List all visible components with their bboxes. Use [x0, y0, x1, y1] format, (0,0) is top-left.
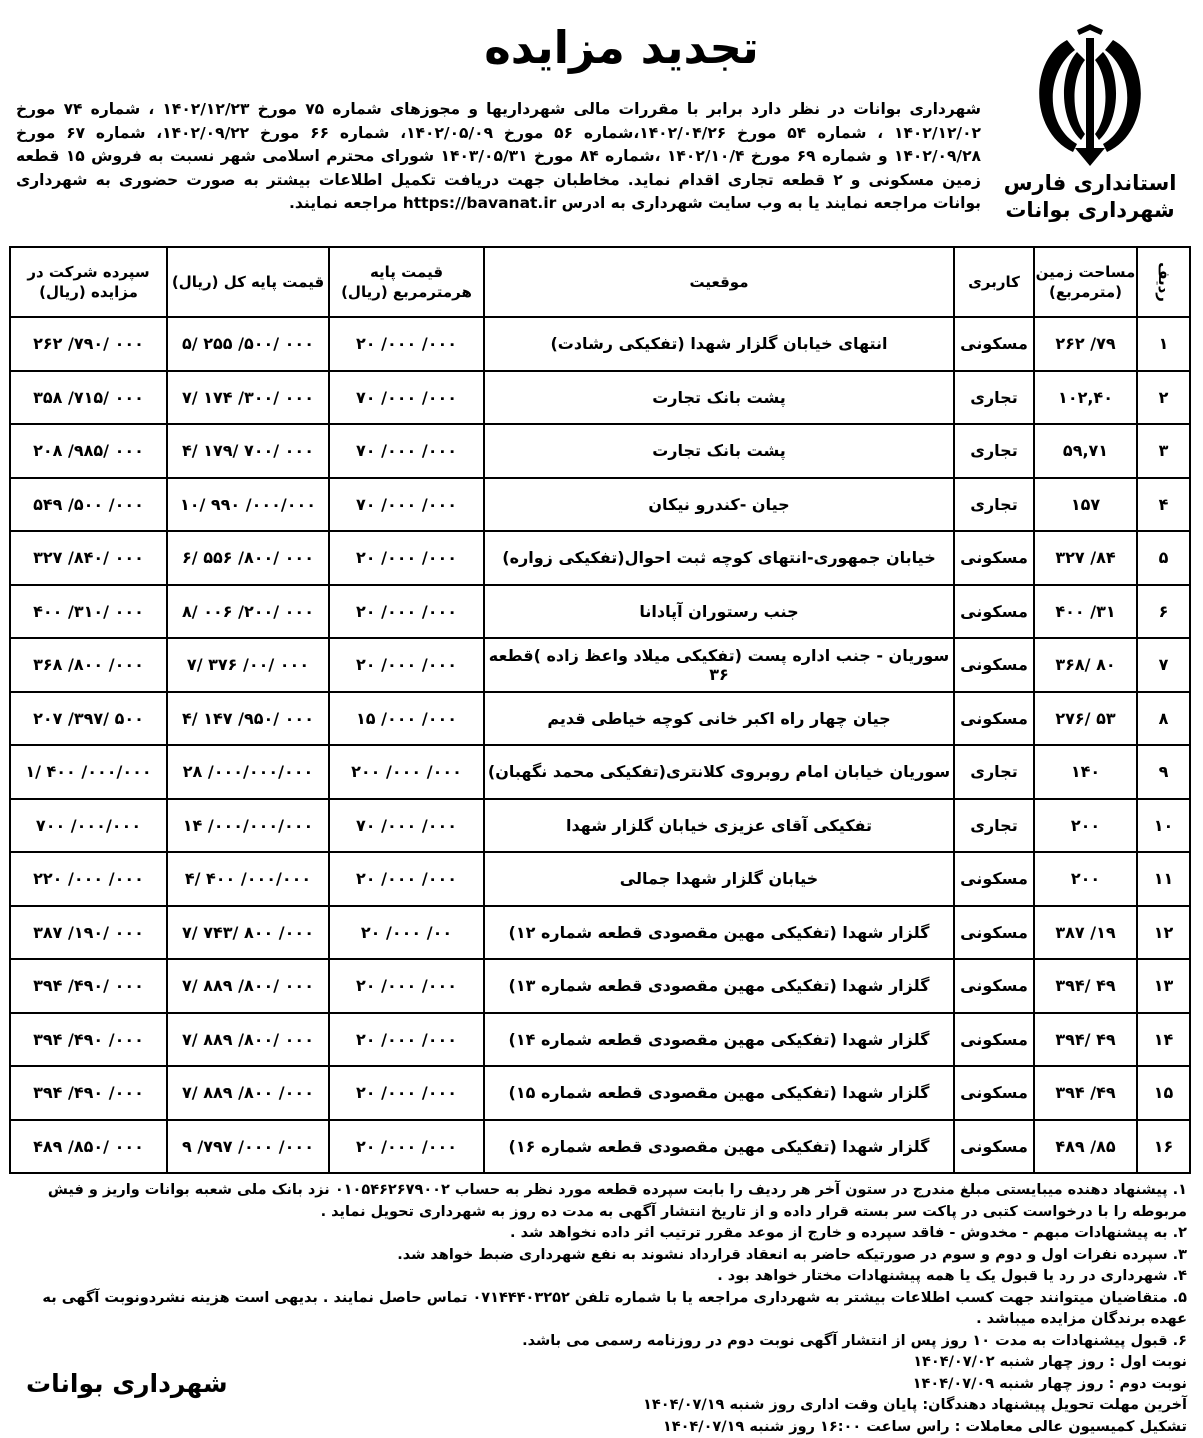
cell-area: ۴۹ /۳۹۴ — [1034, 1013, 1137, 1067]
cell-area: ۲۰۰ — [1034, 799, 1137, 853]
cell-total-price: ۰۰۰/۰۰۰/ ۴۰۰ /۴ — [167, 852, 329, 906]
cell-location: پشت بانک تجارت — [484, 371, 954, 425]
cell-location: جیان چهار راه اکبر خانی کوچه خیاطی قدیم — [484, 692, 954, 746]
cell-unit-price: ۰۰۰/ ۰۰۰/ ۷۰ — [329, 799, 484, 853]
cell-location: جنب رستوران آپادانا — [484, 585, 954, 639]
row-number: ۱ — [1137, 317, 1190, 371]
header-total-price: قیمت پایه کل (ریال) — [167, 247, 329, 317]
cell-total-price: ۰۰۰ /۷۰۰ /۱۷۹ /۴ — [167, 424, 329, 478]
schedule-second-round: نوبت دوم : روز چهار شنبه ۱۴۰۴/۰۷/۰۹ — [12, 1374, 1187, 1396]
table-row — [10, 692, 1190, 746]
cell-location: انتهای خیابان گلزار شهدا (تفکیکی رشادت) — [484, 317, 954, 371]
cell-deposit: ۰۰۰ /۸۵۰/ ۴۸۹ — [10, 1120, 167, 1174]
cell-area: ۱۴۰ — [1034, 745, 1137, 799]
signature: شهرداری بوانات — [26, 1369, 228, 1398]
cell-total-price: ۰۰۰/ ۸۰۰ /۷۴۳ /۷ — [167, 906, 329, 960]
cell-usage: تجاری — [954, 371, 1034, 425]
cell-location: خیابان گلزار شهدا جمالی — [484, 852, 954, 906]
table-row — [10, 906, 1190, 960]
cell-total-price: ۰۰۰ /۵۰۰/ ۲۵۵ /۵ — [167, 317, 329, 371]
cell-unit-price: ۰۰۰/ ۰۰۰/ ۲۰ — [329, 1066, 484, 1120]
cell-location: گلزار شهدا (تفکیکی مهین مقصودی قطعه شماره ۱۲) — [484, 906, 954, 960]
cell-total-price: ۰۰۰ /۲۰۰/ ۰۰۶ /۸ — [167, 585, 329, 639]
schedule-first-round: نوبت اول : روز چهار شنبه ۱۴۰۴/۰۷/۰۲ — [12, 1352, 1187, 1374]
condition-1: ۱. پیشنهاد دهنده میبایستی مبلغ مندرج در ستون آخر هر ردیف را بابت سپرده قطعه مورد نظر به حساب ۰۱۰۵۴۶۲۶۷۹۰۰۲ نزد بانک ملی شعبه بوانات واریز و فیش مربوطه را با درخواست کتبی در پاکت سر بسته قرار داده و از تاریخ انتشار آگهی به مدت ده روز به شهرداری تحویل نماید . — [12, 1180, 1187, 1223]
row-number: ۱۵ — [1137, 1066, 1190, 1120]
table-row — [10, 1066, 1190, 1120]
cell-total-price: ۰۰۰ /۹۵۰/ ۱۴۷ /۴ — [167, 692, 329, 746]
row-number: ۱۱ — [1137, 852, 1190, 906]
row-number: ۱۶ — [1137, 1120, 1190, 1174]
table-row — [10, 478, 1190, 532]
cell-deposit: ۰۰۰ /۳۱۰/ ۴۰۰ — [10, 585, 167, 639]
cell-usage: مسکونی — [954, 852, 1034, 906]
cell-location: تفکیکی آقای عزیزی خیابان گلزار شهدا — [484, 799, 954, 853]
notice-title: تجدید مزایده — [312, 18, 931, 78]
cell-area: ۷۹/ ۲۶۲ — [1034, 317, 1137, 371]
row-number: ۸ — [1137, 692, 1190, 746]
cell-unit-price: ۰۰۰/ ۰۰۰/ ۲۰ — [329, 585, 484, 639]
conditions-block — [12, 1180, 1187, 1438]
cell-area: ۵۹,۷۱ — [1034, 424, 1137, 478]
condition-2: ۲. به پیشنهادات مبهم - مخدوش - فاقد سپرده و خارج از موعد مقرر ترتیب اثر داده نخواهد شد . — [12, 1223, 1187, 1245]
cell-total-price: ۰۰۰/ ۰۰۰/ ۷۹۷/ ۹ — [167, 1120, 329, 1174]
cell-location: سوریان خیابان امام روبروی کلانتری(تفکیکی محمد نگهبان) — [484, 745, 954, 799]
table-row — [10, 1120, 1190, 1174]
cell-usage: مسکونی — [954, 317, 1034, 371]
cell-deposit: ۰۰۰/ ۸۰۰/ ۳۶۸ — [10, 638, 167, 692]
cell-location: جیان -کندرو نیکان — [484, 478, 954, 532]
cell-deposit: ۰۰۰/ ۴۹۰/ ۳۹۴ — [10, 1066, 167, 1120]
table-row — [10, 745, 1190, 799]
cell-unit-price: ۰۰۰/ ۰۰۰/ ۲۰ — [329, 531, 484, 585]
cell-usage: مسکونی — [954, 638, 1034, 692]
cell-unit-price: ۰۰۰/ ۰۰۰/ ۷۰ — [329, 478, 484, 532]
row-number: ۶ — [1137, 585, 1190, 639]
row-number: ۱۴ — [1137, 1013, 1190, 1067]
row-number: ۱۰ — [1137, 799, 1190, 853]
row-number: ۷ — [1137, 638, 1190, 692]
cell-area: ۴۹/ ۳۹۴ — [1034, 1066, 1137, 1120]
cell-area: ۳۱/ ۴۰۰ — [1034, 585, 1137, 639]
cell-unit-price: ۰۰۰/ ۰۰۰/ ۲۰ — [329, 959, 484, 1013]
cell-deposit: ۰۰۰ /۷۱۵/ ۳۵۸ — [10, 371, 167, 425]
cell-area: ۸۰ /۳۶۸ — [1034, 638, 1137, 692]
cell-deposit: ۵۰۰ /۳۹۷/ ۲۰۷ — [10, 692, 167, 746]
cell-unit-price: ۰۰۰/ ۰۰۰/ ۲۰۰ — [329, 745, 484, 799]
cell-area: ۴۹ /۳۹۴ — [1034, 959, 1137, 1013]
notice-header — [12, 8, 1191, 246]
row-number: ۳ — [1137, 424, 1190, 478]
row-number: ۲ — [1137, 371, 1190, 425]
table-row — [10, 424, 1190, 478]
cell-usage: تجاری — [954, 478, 1034, 532]
cell-unit-price: ۰۰۰/ ۰۰۰/ ۲۰ — [329, 638, 484, 692]
cell-total-price: ۰۰۰ /۰۰/ ۳۷۶ /۷ — [167, 638, 329, 692]
cell-location: گلزار شهدا (تفکیکی مهین مقصودی قطعه شماره ۱۳) — [484, 959, 954, 1013]
cell-total-price: ۰۰۰/ ۸۰۰/ ۸۸۹ /۷ — [167, 1066, 329, 1120]
cell-deposit: ۰۰۰/۰۰۰/ ۷۰۰ — [10, 799, 167, 853]
intro-paragraph: شهرداری بوانات در نظر دارد برابر با مقررات مالی شهرداریها و مجوزهای شماره ۷۵ مورخ ۱۴۰۲/۱۲/۲۳ ، شماره ۷۴ مورخ ۱۴۰۲/۱۲/۰۲ ، شماره ۵۴ مورخ ۱۴۰۲/۰۴/۲۶،شماره ۵۶ مورخ ۱۴۰۲/۰۵/۰۹، شماره ۶۶ مورخ ۱۴۰۲/۰۹/۲۲، شماره ۶۷ مورخ ۱۴۰۲/۰۹/۲۸ و شماره ۶۹ مورخ ۱۴۰۲/۱۰/۴ ،شماره ۸۴ مورخ ۱۴۰۳/۰۵/۳۱ شورای محترم اسلامی شهر نسبت به فروش ۱۵ قطعه زمین مسکونی و ۲ قطعه تجاری اقدام نماید. مخاطبان جهت دریافت تکمیل اطلاعات بیشتر به صورت حضوری به شهرداری بوانات مراجعه نمایند یا به وب سایت شهرداری به ادرس https://bavanat.ir مراجعه نمایند. — [16, 98, 981, 216]
cell-usage: مسکونی — [954, 959, 1034, 1013]
cell-usage: مسکونی — [954, 585, 1034, 639]
org-line-2: شهرداری بوانات — [995, 197, 1185, 224]
header-deposit: سپرده شرکت در مزایده (ریال) — [10, 247, 167, 317]
row-number: ۱۲ — [1137, 906, 1190, 960]
cell-deposit: ۰۰۰ /۹۸۵/ ۲۰۸ — [10, 424, 167, 478]
cell-usage: تجاری — [954, 745, 1034, 799]
cell-location: پشت بانک تجارت — [484, 424, 954, 478]
cell-location: گلزار شهدا (تفکیکی مهین مقصودی قطعه شماره ۱۴) — [484, 1013, 954, 1067]
cell-deposit: ۰۰۰/۰۰۰/ ۴۰۰ /۱ — [10, 745, 167, 799]
auction-items-table — [9, 246, 1191, 1174]
cell-unit-price: ۰۰۰/ ۰۰۰/ ۱۵ — [329, 692, 484, 746]
condition-5: ۵. متقاضیان میتوانند جهت کسب اطلاعات بیشتر به شهرداری مراجعه یا با شماره تلفن ۰۷۱۴۴۴۰۳۲۵۲ تماس حاصل نمایند . بدیهی است هزینه نشردونوبت آگهی به عهده برندگان مزایده میباشد . — [12, 1288, 1187, 1331]
cell-area: ۱۹/ ۳۸۷ — [1034, 906, 1137, 960]
cell-location: گلزار شهدا (تفکیکی مهین مقصودی قطعه شماره ۱۶) — [484, 1120, 954, 1174]
table-row — [10, 799, 1190, 853]
table-row — [10, 1013, 1190, 1067]
table-row — [10, 959, 1190, 1013]
cell-usage: مسکونی — [954, 531, 1034, 585]
cell-usage: مسکونی — [954, 1013, 1034, 1067]
cell-usage: مسکونی — [954, 1066, 1034, 1120]
cell-area: ۲۰۰ — [1034, 852, 1137, 906]
cell-usage: تجاری — [954, 424, 1034, 478]
cell-unit-price: ۰۰۰/ ۰۰۰/ ۲۰ — [329, 852, 484, 906]
cell-deposit: ۰۰۰/ ۴۹۰/ ۳۹۴ — [10, 1013, 167, 1067]
cell-total-price: ۰۰۰ /۸۰۰/ ۸۸۹ /۷ — [167, 1013, 329, 1067]
cell-area: ۵۳ /۲۷۶ — [1034, 692, 1137, 746]
condition-3: ۳. سپرده نفرات اول و دوم و سوم در صورتیکه حاضر به انعقاد قرارداد نشوند به نفع شهرداری ضبط خواهد شد. — [12, 1245, 1187, 1267]
cell-area: ۸۴/ ۳۲۷ — [1034, 531, 1137, 585]
iran-emblem-icon — [1015, 20, 1165, 170]
table-row — [10, 531, 1190, 585]
table-row — [10, 638, 1190, 692]
row-number: ۹ — [1137, 745, 1190, 799]
cell-area: ۸۵/ ۴۸۹ — [1034, 1120, 1137, 1174]
cell-total-price: ۰۰۰/۰۰۰/۰۰۰/ ۱۴ — [167, 799, 329, 853]
table-row — [10, 852, 1190, 906]
condition-6: ۶. قبول پیشنهادات به مدت ۱۰ روز پس از انتشار آگهی نوبت دوم در روزنامه رسمی می باشد. — [12, 1331, 1187, 1353]
cell-total-price: ۰۰۰/۰۰۰/ ۹۹۰ /۱۰ — [167, 478, 329, 532]
cell-total-price: ۰۰۰ /۳۰۰/ ۱۷۴ /۷ — [167, 371, 329, 425]
cell-unit-price: ۰۰۰/ ۰۰۰/ ۲۰ — [329, 1120, 484, 1174]
table-row — [10, 371, 1190, 425]
header-usage: کاربری — [954, 247, 1034, 317]
cell-unit-price: ۰۰/ ۰۰۰/ ۲۰ — [329, 906, 484, 960]
header-location: موقعیت — [484, 247, 954, 317]
cell-unit-price: ۰۰۰/ ۰۰۰/ ۲۰ — [329, 1013, 484, 1067]
cell-deposit: ۰۰۰ /۴۹۰/ ۳۹۴ — [10, 959, 167, 1013]
cell-unit-price: ۰۰۰/ ۰۰۰/ ۷۰ — [329, 424, 484, 478]
cell-deposit: ۰۰۰ /۱۹۰/ ۳۸۷ — [10, 906, 167, 960]
header-area: مساحت زمین (مترمربع) — [1034, 247, 1137, 317]
cell-location: خیابان جمهوری-انتهای کوچه ثبت احوال(تفکیکی زواره) — [484, 531, 954, 585]
header-unit-price: قیمت پایه هرمترمربع (ریال) — [329, 247, 484, 317]
schedule-commission: تشکیل کمیسیون عالی معاملات : راس ساعت ۱۶:۰۰ روز شنبه ۱۴۰۴/۰۷/۱۹ — [12, 1417, 1187, 1438]
cell-usage: مسکونی — [954, 906, 1034, 960]
cell-total-price: ۰۰۰ /۸۰۰/ ۵۵۶ /۶ — [167, 531, 329, 585]
cell-usage: تجاری — [954, 799, 1034, 853]
row-number: ۴ — [1137, 478, 1190, 532]
org-emblem-block — [995, 20, 1185, 224]
row-number: ۵ — [1137, 531, 1190, 585]
cell-location: سوریان - جنب اداره پست (تفکیکی میلاد واعظ زاده )قطعه ۳۶ — [484, 638, 954, 692]
cell-deposit: ۰۰۰ /۷۹۰/ ۲۶۲ — [10, 317, 167, 371]
cell-unit-price: ۰۰۰/ ۰۰۰/ ۷۰ — [329, 371, 484, 425]
schedule-deadline: آخرین مهلت تحویل پیشنهاد دهندگان: پایان وقت اداری روز شنبه ۱۴۰۴/۰۷/۱۹ — [12, 1395, 1187, 1417]
cell-deposit: ۰۰۰/ ۰۰۰/ ۲۲۰ — [10, 852, 167, 906]
cell-unit-price: ۰۰۰/ ۰۰۰/ ۲۰ — [329, 317, 484, 371]
cell-location: گلزار شهدا (تفکیکی مهین مقصودی قطعه شماره ۱۵) — [484, 1066, 954, 1120]
table-header-row — [10, 247, 1190, 317]
condition-4: ۴. شهرداری در رد یا قبول یک یا همه پیشنهادات مختار خواهد بود . — [12, 1266, 1187, 1288]
table-row — [10, 317, 1190, 371]
cell-total-price: ۰۰۰ /۸۰۰/ ۸۸۹ /۷ — [167, 959, 329, 1013]
cell-area: ۱۰۲,۴۰ — [1034, 371, 1137, 425]
cell-deposit: ۰۰۰/ ۵۰۰/ ۵۴۹ — [10, 478, 167, 532]
cell-area: ۱۵۷ — [1034, 478, 1137, 532]
cell-usage: مسکونی — [954, 1120, 1034, 1174]
cell-total-price: ۰۰۰/۰۰۰/۰۰۰/ ۲۸ — [167, 745, 329, 799]
cell-usage: مسکونی — [954, 692, 1034, 746]
org-line-1: استانداری فارس — [995, 170, 1185, 197]
row-number: ۱۳ — [1137, 959, 1190, 1013]
cell-deposit: ۰۰۰ /۸۴۰/ ۳۲۷ — [10, 531, 167, 585]
table-row — [10, 585, 1190, 639]
header-row-number: ردیف — [1137, 247, 1190, 317]
